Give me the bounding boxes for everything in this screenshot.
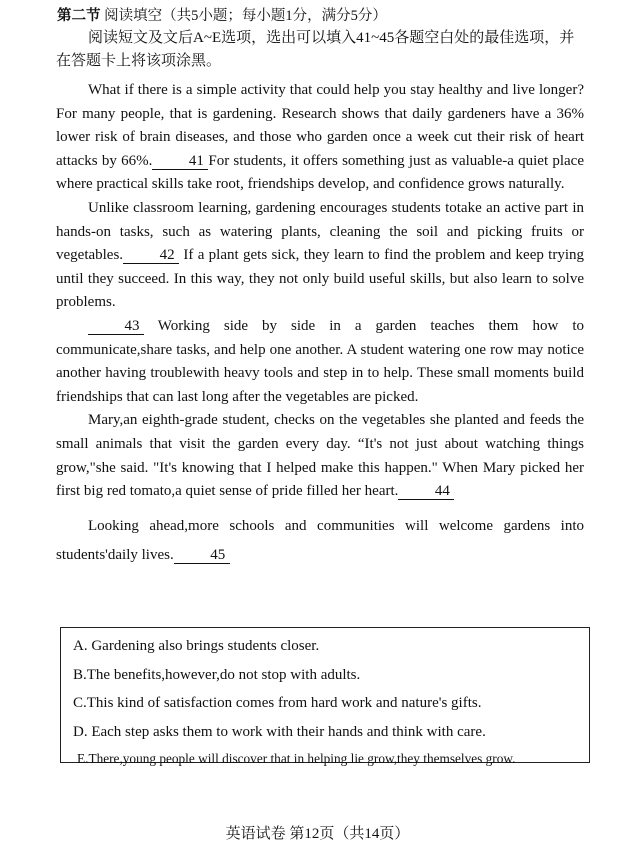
- blank-45: 45: [174, 547, 230, 564]
- paragraph-2-text-after: If a plant gets sick, they learn to find the problem and keep trying until they succeed. In this way, they not only build useful skills, but also learn to solve problems.: [56, 247, 585, 311]
- paragraph-1: [56, 79, 584, 197]
- section-header: [57, 4, 387, 25]
- blank-42: 42: [123, 247, 179, 264]
- section-title: 阅读填空（共5小题；每小题1分，满分5分）: [104, 8, 387, 24]
- reading-passage: [56, 79, 584, 570]
- blank-44: 44: [398, 483, 454, 500]
- section-number: 第二节: [57, 8, 101, 24]
- option-d: D. Each step asks them to work with their hands and think with care.: [73, 723, 486, 740]
- option-a: A. Gardening also brings students closer.: [73, 638, 320, 654]
- paragraph-3: [56, 315, 584, 409]
- paragraph-2: [56, 197, 584, 315]
- paragraph-2-text-before: Unlike classroom learning, gardening encourages students totake an active part in hands-on tasks, such as watering plants, cleaning the soil and picking fruits or vegetables.: [56, 199, 584, 264]
- page-footer: 英语试卷 第12页（共14页）: [225, 826, 410, 842]
- instructions: 阅读短文及文后A~E选项，选出可以填入41~45各题空白处的最佳选项，并在答题卡上将该项涂黑。: [56, 30, 575, 69]
- options-box: [60, 627, 590, 766]
- paragraph-5: [56, 512, 584, 570]
- paragraph-5-text-before: Looking ahead,more schools and communities will welcome gardens into students'daily lives.: [56, 517, 584, 563]
- paragraph-4: [56, 409, 584, 503]
- blank-43: 43: [88, 318, 144, 335]
- option-e: E.There,young people will discover that in helping lie grow,they themselves grow.: [77, 751, 516, 766]
- paragraph-1-text-after: For students, it offers something just as valuable-a quiet place where practical skills take root, friendships develop, and confidence grows naturally.: [56, 152, 585, 193]
- paragraph-4-text-before: Mary,an eighth-grade student, checks on the vegetables she planted and feeds the small animals that visit the garden every day. “It's not just about watching things grow,"she said. "It's knowing that I helped make this happen." When Mary picked her first big red tomato,a quiet sense of pride filled her heart.: [56, 412, 584, 500]
- blank-41: 41: [152, 153, 208, 170]
- paragraph-3-text-after: Working side by side in a garden teaches them how to communicate,share tasks, and help one another. A student watering one row may notice another having troublewith heavy tools and step in to help. These small moments build friendships that can last long after the vegetables are picked.: [56, 317, 584, 405]
- option-c: C.This kind of satisfaction comes from hard work and nature's gifts.: [73, 695, 482, 711]
- option-b: B.The benefits,however,do not stop with adults.: [73, 666, 361, 683]
- paragraph-1-text-before: What if there is a simple activity that could help you stay healthy and live longer? For many people, that is gardening. Research shows that daily gardeners have a 36% lower risk of brain diseases, and those who garden once a week cut their risk of heart attacks by 66%.: [56, 82, 584, 169]
